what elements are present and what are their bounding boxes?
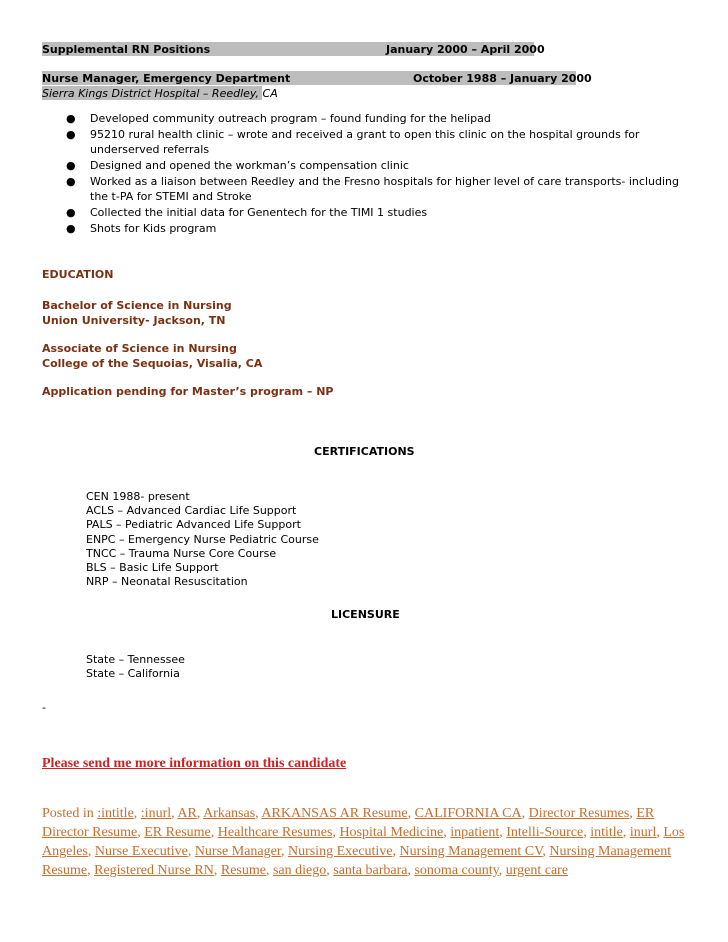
tag-link[interactable]: ER Director Resume xyxy=(42,806,655,840)
tag-link[interactable]: :intitle xyxy=(97,806,134,821)
job-title-manager: Nurse Manager, Emergency Department xyxy=(42,72,291,85)
job-title-supplemental: Supplemental RN Positions xyxy=(42,43,211,56)
tag-link[interactable]: Intelli-Source xyxy=(506,825,584,840)
tag-link[interactable]: ER Resume xyxy=(144,825,211,840)
posted-in-tags xyxy=(42,804,692,880)
education-heading: EDUCATION xyxy=(42,268,114,281)
certifications-list xyxy=(86,490,319,589)
tag-link[interactable]: Director Resumes xyxy=(528,806,630,821)
list-item: ● Worked as a liaison between Reedley and the Fresno hospitals for higher level of care transports- including the t-PA for STEMI and Stroke xyxy=(66,175,679,203)
tag-list: :intitle, :inurl, AR, Arkansas, ARKANSAS AR Resume, CALIFORNIA CA, Director Resumes, ER Director Resume, ER Resume, Healthcare Resumes, Hospital Medicine, inpatient, Intelli-Source, intitle, inurl, Los Angeles, Nurse Executive, Nurse Manager, Nursing Executive, Nursing Management CV, Nursing Management Resume, Registered Nurse RN, Resume, san diego, santa barbara, sonoma county, urgent care xyxy=(42,806,685,878)
bullet-icon: ● xyxy=(66,206,76,219)
tag-link[interactable]: inurl xyxy=(629,825,657,840)
tag-link[interactable]: sonoma county xyxy=(414,863,499,878)
list-item: BLS – Basic Life Support xyxy=(86,561,219,575)
licensure-list xyxy=(86,653,185,681)
list-item: ACLS – Advanced Cardiac Life Support xyxy=(86,504,297,518)
list-item: TNCC – Trauma Nurse Core Course xyxy=(86,546,277,560)
tag-link[interactable]: AR xyxy=(177,806,197,821)
list-item: NRP – Neonatal Resuscitation xyxy=(86,575,248,589)
bullet-icon: ● xyxy=(66,128,76,141)
licensure-heading: LICENSURE xyxy=(331,608,400,621)
stray-dash: - xyxy=(42,701,46,714)
tag-link[interactable]: Registered Nurse RN xyxy=(94,863,214,878)
bullet-icon: ● xyxy=(66,112,76,125)
list-item: State – Tennessee xyxy=(86,653,185,666)
job-dates-supplemental: January 2000 – April 2000 xyxy=(386,43,545,56)
education-school: College of the Sequoias, Visalia, CA xyxy=(42,357,263,370)
list-item: CEN 1988- present xyxy=(86,490,190,503)
list-item: ● Collected the initial data for Genentech for the TIMI 1 studies xyxy=(66,206,428,219)
tag-link[interactable]: Hospital Medicine xyxy=(339,825,444,840)
tag-link[interactable]: :inurl xyxy=(140,806,172,821)
tag-link[interactable]: Nurse Executive xyxy=(94,844,188,859)
tag-link[interactable]: CALIFORNIA CA xyxy=(414,806,522,821)
job-dates-manager: October 1988 – January 2000 xyxy=(413,72,592,85)
tag-link[interactable]: Arkansas xyxy=(203,806,256,821)
list-item: ● Developed community outreach program – found funding for the helipad xyxy=(66,112,491,125)
education-degree: Associate of Science in Nursing xyxy=(42,342,237,355)
tag-link[interactable]: urgent care xyxy=(505,863,569,878)
bullet-icon: ● xyxy=(66,159,76,172)
request-info-link[interactable]: Please send me more information on this candidate xyxy=(42,756,347,771)
list-item: ENPC – Emergency Nurse Pediatric Course xyxy=(86,532,319,546)
education-pending: Application pending for Master’s program – NP xyxy=(42,385,334,398)
tag-link[interactable]: Nursing Executive xyxy=(287,844,393,859)
tag-link[interactable]: Los Angeles xyxy=(42,825,685,859)
bullet-icon: ● xyxy=(66,222,76,235)
list-item: ● Shots for Kids program xyxy=(66,222,217,235)
bullet-icon: ● xyxy=(66,175,76,188)
job-employer-manager: Sierra Kings District Hospital – Reedley, CA xyxy=(42,87,278,100)
tag-link[interactable]: Healthcare Resumes xyxy=(217,825,333,840)
job-duties-list xyxy=(62,111,690,237)
tag-link[interactable]: san diego xyxy=(272,863,327,878)
list-item: ● 95210 rural health clinic – wrote and received a grant to open this clinic on the hospital grounds for underserved referrals xyxy=(66,128,640,156)
tag-link[interactable]: Nurse Manager xyxy=(194,844,281,859)
tag-link[interactable]: Resume xyxy=(220,863,266,878)
tag-link[interactable]: Nursing Management Resume xyxy=(42,844,672,878)
posted-prefix: Posted in xyxy=(42,806,94,821)
tag-link[interactable]: inpatient xyxy=(450,825,500,840)
tag-link[interactable]: santa barbara xyxy=(333,863,408,878)
education-school: Union University- Jackson, TN xyxy=(42,314,226,327)
certifications-heading: CERTIFICATIONS xyxy=(314,445,415,458)
tag-link[interactable]: Nursing Management CV xyxy=(399,844,543,859)
education-degree: Bachelor of Science in Nursing xyxy=(42,299,232,312)
list-item: PALS – Pediatric Advanced Life Support xyxy=(86,518,301,532)
tag-link[interactable]: ARKANSAS AR Resume xyxy=(261,806,408,821)
tag-link[interactable]: intitle xyxy=(590,825,623,840)
list-item: State – California xyxy=(86,667,180,681)
list-item: ● Designed and opened the workman’s compensation clinic xyxy=(66,159,409,172)
